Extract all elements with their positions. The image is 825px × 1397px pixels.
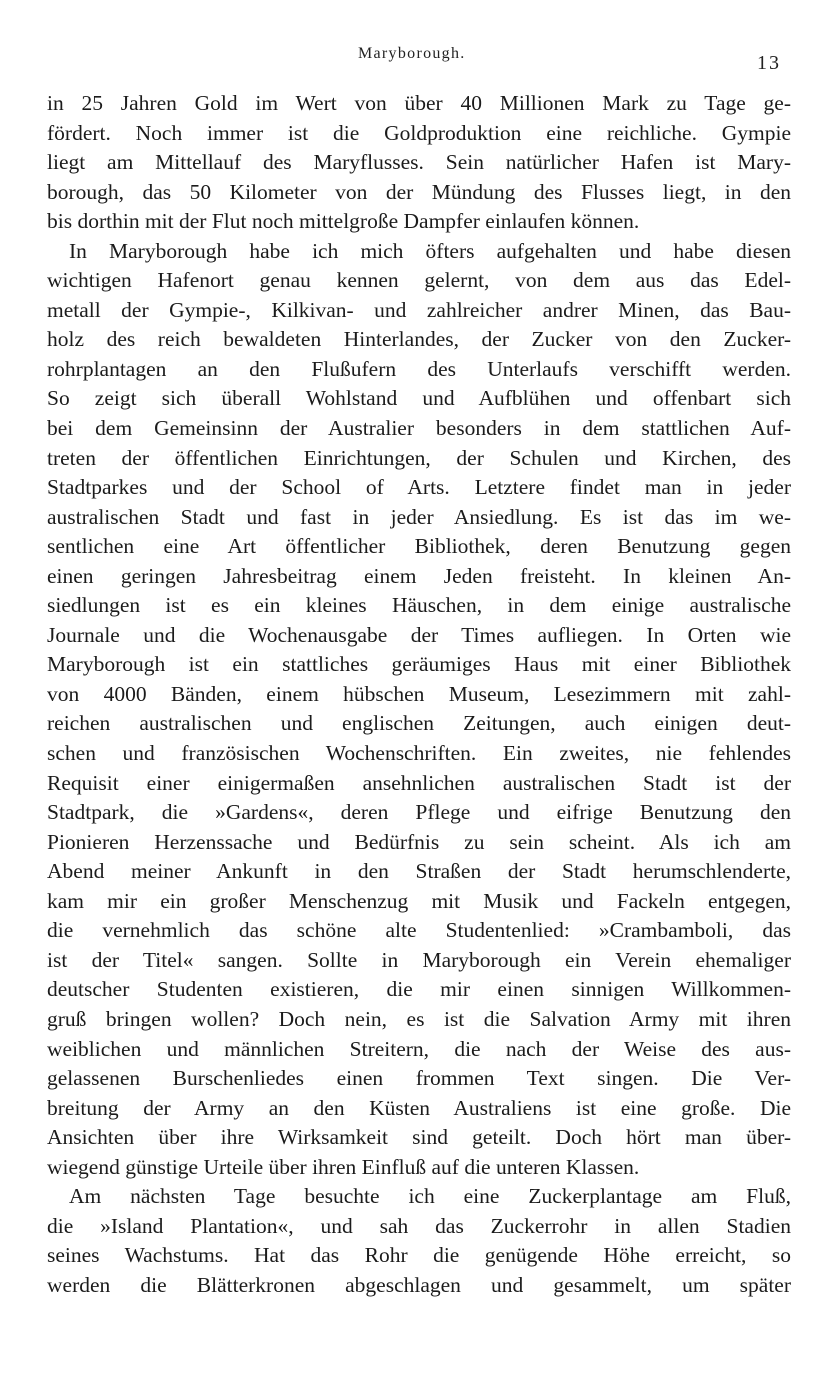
text-line: In Maryborough habe ich mich öfters aufgehalten und habe diesen <box>69 238 791 263</box>
text-line: die »Island Plantation«, und sah das Zuckerrohr in allen Stadien <box>47 1213 791 1238</box>
text-line: von 4000 Bänden, einem hübschen Museum, Lesezimmern mit zahl- <box>47 681 791 706</box>
text-line: Journale und die Wochenausgabe der Times aufliegen. In Orten wie <box>47 622 791 647</box>
text-line: schen und französischen Wochenschriften. Ein zweites, nie fehlendes <box>47 741 791 766</box>
text-line: Ansichten über ihre Wirksamkeit sind geteilt. Doch hört man über- <box>47 1125 791 1150</box>
text-line: borough, das 50 Kilometer von der Mündung des Flusses liegt, in den <box>47 179 791 204</box>
text-line: in 25 Jahren Gold im Wert von über 40 Millionen Mark zu Tage ge- <box>47 91 791 115</box>
text-line: werden die Blätterkronen abgeschlagen und gesammelt, um später <box>47 1272 791 1297</box>
text-line: treten der öffentlichen Einrichtungen, der Schulen und Kirchen, des <box>47 445 791 470</box>
text-line: die vernehmlich das schöne alte Studentenlied: »Crambamboli, das <box>47 918 791 943</box>
text-line: bei dem Gemeinsinn der Australier besonders in dem stattlichen Auf- <box>47 416 791 441</box>
paragraph-2 <box>47 237 791 1183</box>
text-line: wiegend günstige Urteile über ihren Einfluß auf die unteren Klassen. <box>47 1154 640 1179</box>
text-line: Maryborough ist ein stattliches geräumiges Haus mit einer Bibliothek <box>47 652 791 677</box>
text-line: Pionieren Herzenssache und Bedürfnis zu sein scheint. Als ich am <box>47 829 791 854</box>
text-line: metall der Gympie-, Kilkivan- und zahlreicher andrer Minen, das Bau- <box>47 297 791 322</box>
text-line: wichtigen Hafenort genau kennen gelernt, von dem aus das Edel- <box>47 268 791 293</box>
text-line: seines Wachstums. Hat das Rohr die genügende Höhe erreicht, so <box>47 1243 791 1268</box>
text-line: rohrplantagen an den Flußufern des Unterlaufs verschifft werden. <box>47 356 791 381</box>
text-line: Abend meiner Ankunft in den Straßen der Stadt herumschlenderte, <box>47 859 791 884</box>
text-line: weiblichen und männlichen Streitern, die nach der Weise des aus- <box>47 1036 791 1061</box>
paragraph-1 <box>47 89 791 237</box>
text-line: einen geringen Jahresbeitrag einem Jeden freisteht. In kleinen An- <box>47 563 791 588</box>
text-line: Requisit einer einigermaßen ansehnlichen australischen Stadt ist der <box>47 770 791 795</box>
text-line: Stadtparkes und der School of Arts. Letztere findet man in jeder <box>47 475 791 500</box>
text-line: fördert. Noch immer ist die Goldproduktion eine reichliche. Gympie <box>47 120 791 145</box>
text-line: So zeigt sich überall Wohlstand und Aufblühen und offenbart sich <box>47 386 791 411</box>
text-line: ist der Titel« sangen. Sollte in Maryborough ein Verein ehemaliger <box>47 947 791 972</box>
text-line: breitung der Army an den Küsten Australiens ist eine große. Die <box>47 1095 791 1120</box>
body-text <box>47 89 791 1300</box>
text-line: Stadtpark, die »Gardens«, deren Pflege und eifrige Benutzung den <box>47 800 791 825</box>
running-head: Maryborough. <box>358 45 466 62</box>
paragraph-3 <box>47 1182 791 1300</box>
text-line: australischen Stadt und fast in jeder Ansiedlung. Es ist das im we- <box>47 504 791 529</box>
text-line: liegt am Mittellauf des Maryflusses. Sein natürlicher Hafen ist Mary- <box>47 150 791 175</box>
text-line: sentlichen eine Art öffentlicher Bibliothek, deren Benutzung gegen <box>47 534 791 559</box>
text-line: Am nächsten Tage besuchte ich eine Zuckerplantage am Fluß, <box>69 1184 791 1209</box>
text-line: gelassenen Burschenliedes einen frommen Text singen. Die Ver- <box>47 1066 791 1091</box>
text-line: siedlungen ist es ein kleines Häuschen, in dem einige australische <box>47 593 791 618</box>
text-line: reichen australischen und englischen Zeitungen, auch einigen deut- <box>47 711 791 736</box>
text-line: gruß bringen wollen? Doch nein, es ist die Salvation Army mit ihren <box>47 1006 791 1031</box>
text-line: bis dorthin mit der Flut noch mittelgroße Dampfer einlaufen können. <box>47 209 640 234</box>
page-number: 13 <box>757 52 781 74</box>
text-line: deutscher Studenten existieren, die mir einen sinnigen Willkommen- <box>47 977 791 1002</box>
text-line: holz des reich bewaldeten Hinterlandes, der Zucker von den Zucker- <box>47 327 791 352</box>
text-line: kam mir ein großer Menschenzug mit Musik und Fackeln entgegen, <box>47 888 791 913</box>
